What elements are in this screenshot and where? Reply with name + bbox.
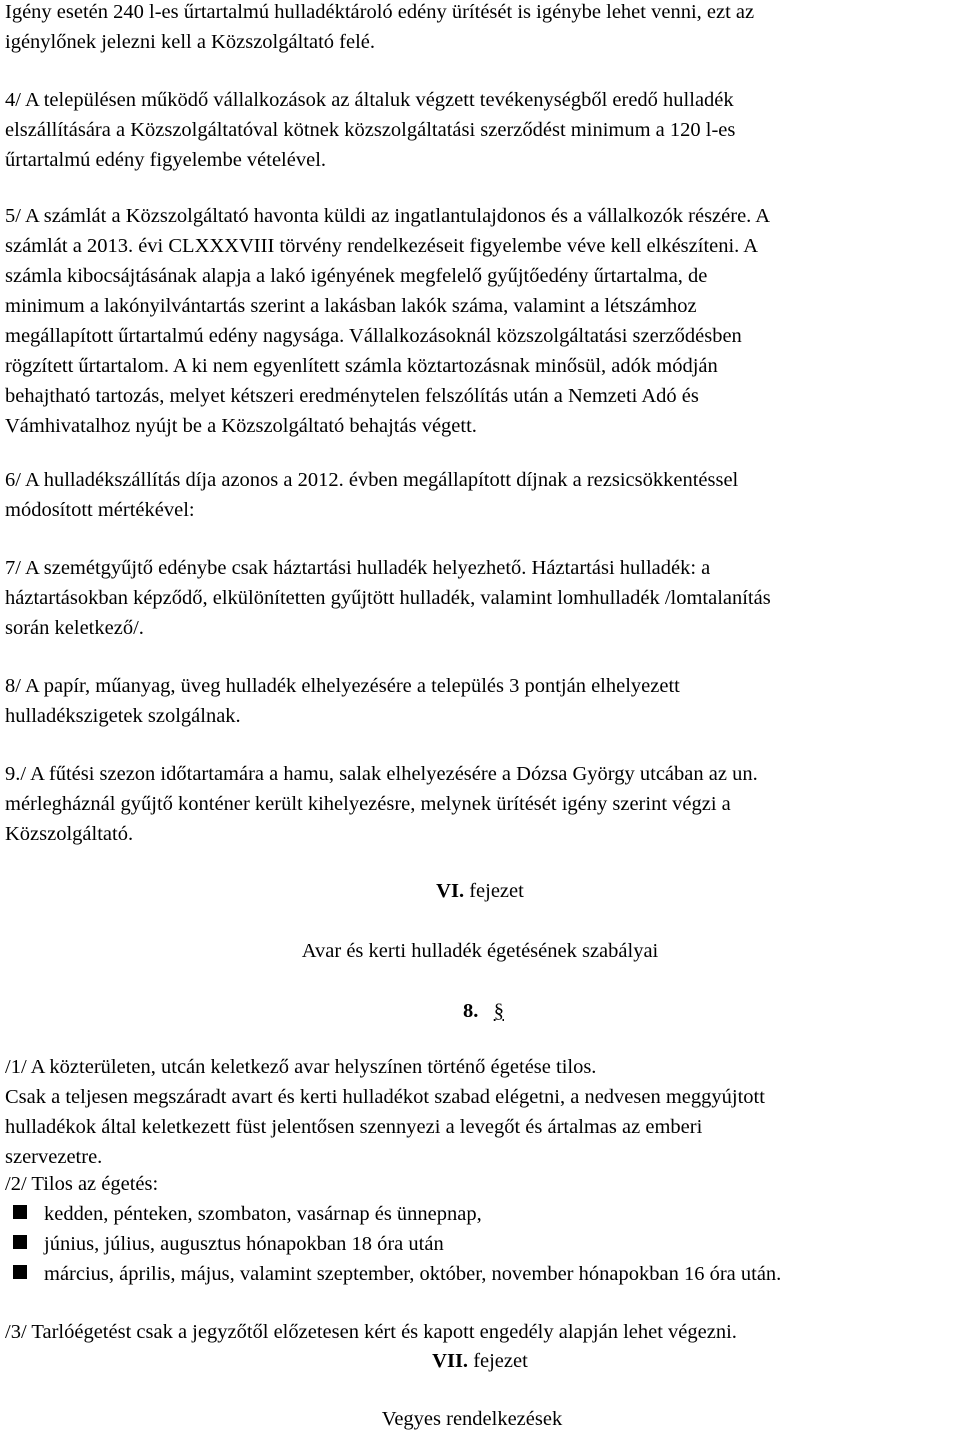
chapter-number: VI. [436, 880, 465, 902]
text-line: minimum a lakónyilvántartás szerint a lakásban lakók száma, valamint a létszámhoz [5, 295, 697, 317]
text-line: háztartásokban képződő, elkülönítetten gyűjtött hulladék, valamint lomhulladék /lomtalanítás [5, 587, 771, 609]
list-item [5, 1229, 444, 1259]
text-line: /3/ Tarlóégetést csak a jegyzőtől előzetesen kért és kapott engedély alapján lehet végezni. [5, 1321, 737, 1343]
text-line: 8/ A papír, műanyag, üveg hulladék elhelyezésére a település 3 pontján elhelyezett [5, 675, 680, 697]
section-symbol: § [493, 1000, 504, 1022]
chapter-word: fejezet [464, 880, 524, 902]
text-line: hulladékok által keletkezett füst jelentősen szennyezi a levegőt és ártalmas az emberi [5, 1116, 703, 1138]
paragraph-6 [5, 465, 955, 525]
text-line: /2/ Tilos az égetés: [5, 1173, 159, 1195]
section-heading [463, 996, 504, 1026]
text-line: 7/ A szemétgyűjtő edénybe csak háztartási hulladék helyezhető. Háztartási hulladék: a [5, 557, 711, 579]
paragraph-5 [5, 201, 955, 441]
text-line: behajtható tartozás, melyet kétszeri eredménytelen felszólítás után a Nemzeti Adó és [5, 385, 699, 407]
text-line: /1/ A közterületen, utcán keletkező avar helyszínen történő égetése tilos. [5, 1056, 597, 1078]
text-line: rögzített űrtartalom. A ki nem egyenlített számla köztartozásnak minősül, adók módján [5, 355, 718, 377]
list-item [5, 1259, 781, 1289]
text-line: Vámhivatalhoz nyújt be a Közszolgáltató behajtás végett. [5, 415, 477, 437]
paragraph-section-1 [5, 1052, 955, 1172]
paragraph-intro [5, 0, 955, 57]
text-line: elszállítására a Közszolgáltatóval kötnek közszolgáltatási szerződést minimum a 120 l-es [5, 119, 736, 141]
square-bullet-icon [13, 1265, 27, 1279]
text-line: 6/ A hulladékszállítás díja azonos a 2012. évben megállapított díjnak a rezsicsökkentéssel [5, 469, 739, 491]
paragraph-4 [5, 85, 955, 175]
chapter-title-7: Vegyes rendelkezések [381, 1408, 563, 1430]
chapter-heading-7 [0, 1346, 960, 1376]
chapter-title-6: Avar és kerti hulladék égetésének szabályai [301, 940, 659, 962]
text-line: számla kibocsájtásának alapja a lakó igényének megfelelő gyűjtőedény űrtartalma, de [5, 265, 708, 287]
text-line: szervezetre. [5, 1146, 103, 1168]
square-bullet-icon [13, 1235, 27, 1249]
section-number: 8. [463, 1000, 479, 1022]
chapter-number: VII. [432, 1350, 469, 1372]
list-item-text: kedden, pénteken, szombaton, vasárnap és ünnepnap, [44, 1203, 482, 1225]
paragraph-section-3 [5, 1317, 955, 1347]
text-line: 9./ A fűtési szezon időtartamára a hamu, salak elhelyezésére a Dózsa György utcában az un. [5, 763, 758, 785]
paragraph-9 [5, 759, 955, 849]
chapter-word: fejezet [468, 1350, 528, 1372]
paragraph-7 [5, 553, 955, 643]
paragraph-8 [5, 671, 955, 731]
square-bullet-icon [13, 1205, 27, 1219]
text-line: Igény esetén 240 l-es űrtartalmú hulladéktároló edény ürítését is igénybe lehet venni, ezt az [5, 1, 755, 23]
text-line: során keletkező/. [5, 617, 144, 639]
text-line: számlát a 2013. évi CLXXXVIII törvény rendelkezéseit figyelembe véve kell elkészíteni. A [5, 235, 759, 257]
text-line: megállapított űrtartalmú edény nagysága. Vállalkozásoknál közszolgáltatási szerződésben [5, 325, 742, 347]
text-line: űrtartalmú edény figyelembe vételével. [5, 149, 327, 171]
text-line: igénylőnek jelezni kell a Közszolgáltató felé. [5, 31, 375, 53]
text-line: 5/ A számlát a Közszolgáltató havonta küldi az ingatlantulajdonos és a vállalkozók részére. A [5, 205, 771, 227]
text-line: hulladékszigetek szolgálnak. [5, 705, 241, 727]
chapter-heading-6 [0, 876, 960, 906]
text-line: Csak a teljesen megszáradt avart és kerti hulladékot szabad elégetni, a nedvesen meggyújtott [5, 1086, 765, 1108]
text-line: Közszolgáltató. [5, 823, 134, 845]
list-item [5, 1199, 482, 1229]
paragraph-section-2-heading [5, 1169, 955, 1199]
list-item-text: június, július, augusztus hónapokban 18 óra után [44, 1233, 444, 1255]
text-line: módosított mértékével: [5, 499, 195, 521]
text-line: 4/ A településen működő vállalkozások az általuk végzett tevékenységből eredő hulladék [5, 89, 734, 111]
text-line: mérlegháznál gyűjtő konténer került kihelyezésre, melynek ürítését igény szerint végzi a [5, 793, 731, 815]
list-item-text: március, április, május, valamint szeptember, október, november hónapokban 16 óra után. [44, 1263, 782, 1285]
